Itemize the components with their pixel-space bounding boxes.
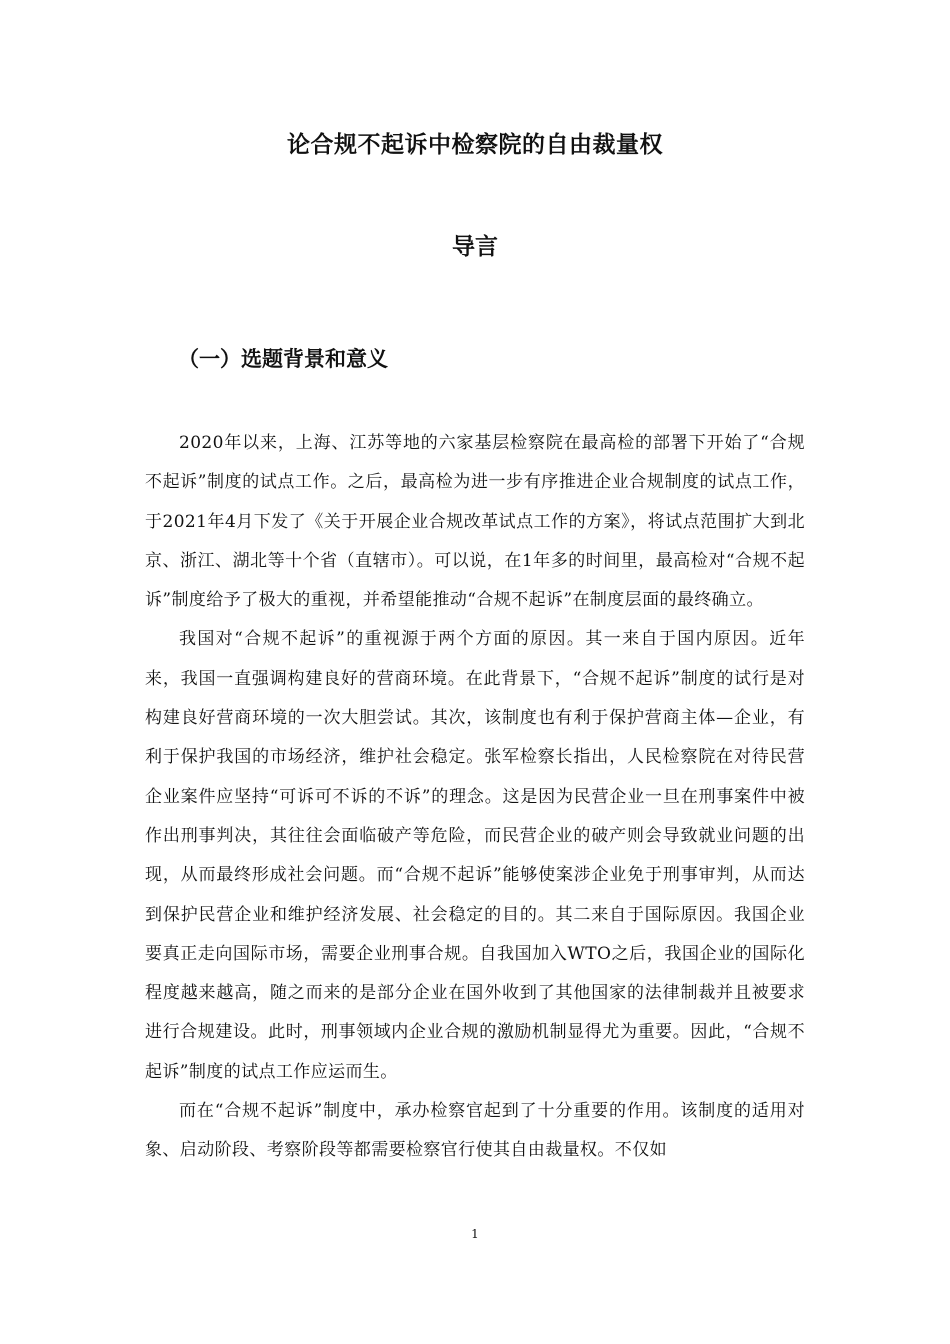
intro-heading: 导言 (452, 234, 498, 260)
document-title: 论合规不起诉中检察院的自由裁量权 (287, 132, 663, 158)
paragraph-3: 而在“合规不起诉”制度中，承办检察官起到了十分重要的作用。该制度的适用对象、启动阶段、考察阶段等都需要检察官行使其自由裁量权。不仅如 (145, 1101, 805, 1161)
paragraph-1: 2020年以来，上海、江苏等地的六家基层检察院在最高检的部署下开始了“合规不起诉”制度的试点工作。之后，最高检为进一步有序推进企业合规制度的试点工作，于2021年4月下发了《关于开展企业合规改革试点工作的方案》，将试点范围扩大到北京、浙江、湖北等十个省（直辖市）。可以说，在1年多的时间里，最高检对“合规不起诉”制度给予了极大的重视，并希望能推动“合规不起诉”在制度层面的最终确立。 (145, 433, 805, 611)
body-text (145, 424, 805, 1171)
paragraph-2: 我国对“合规不起诉”的重视源于两个方面的原因。其一来自于国内原因。近年来，我国一直强调构建良好的营商环境。在此背景下，“合规不起诉”制度的试行是对构建良好营商环境的一次大胆尝试。其次，该制度也有利于保护营商主体—企业，有利于保护我国的市场经济，维护社会稳定。张军检察长指出，人民检察院在对待民营企业案件应坚持“可诉可不诉的不诉”的理念。这是因为民营企业一旦在刑事案件中被作出刑事判决，其往往会面临破产等危险，而民营企业的破产则会导致就业问题的出现，从而最终形成社会问题。而“合规不起诉”能够使案涉企业免于刑事审判，从而达到保护民营企业和维护经济发展、社会稳定的目的。其二来自于国际原因。我国企业要真正走向国际市场，需要企业刑事合规。自我国加入WTO之后，我国企业的国际化程度越来越高，随之而来的是部分企业在国外收到了其他国家的法律制裁并且被要求进行合规建设。此时，刑事领域内企业合规的激励机制显得尤为重要。因此，“合规不起诉”制度的试点工作应运而生。 (145, 629, 805, 1082)
page-number: 1 (471, 1227, 479, 1241)
section-heading: （一）选题背景和意义 (178, 347, 388, 371)
